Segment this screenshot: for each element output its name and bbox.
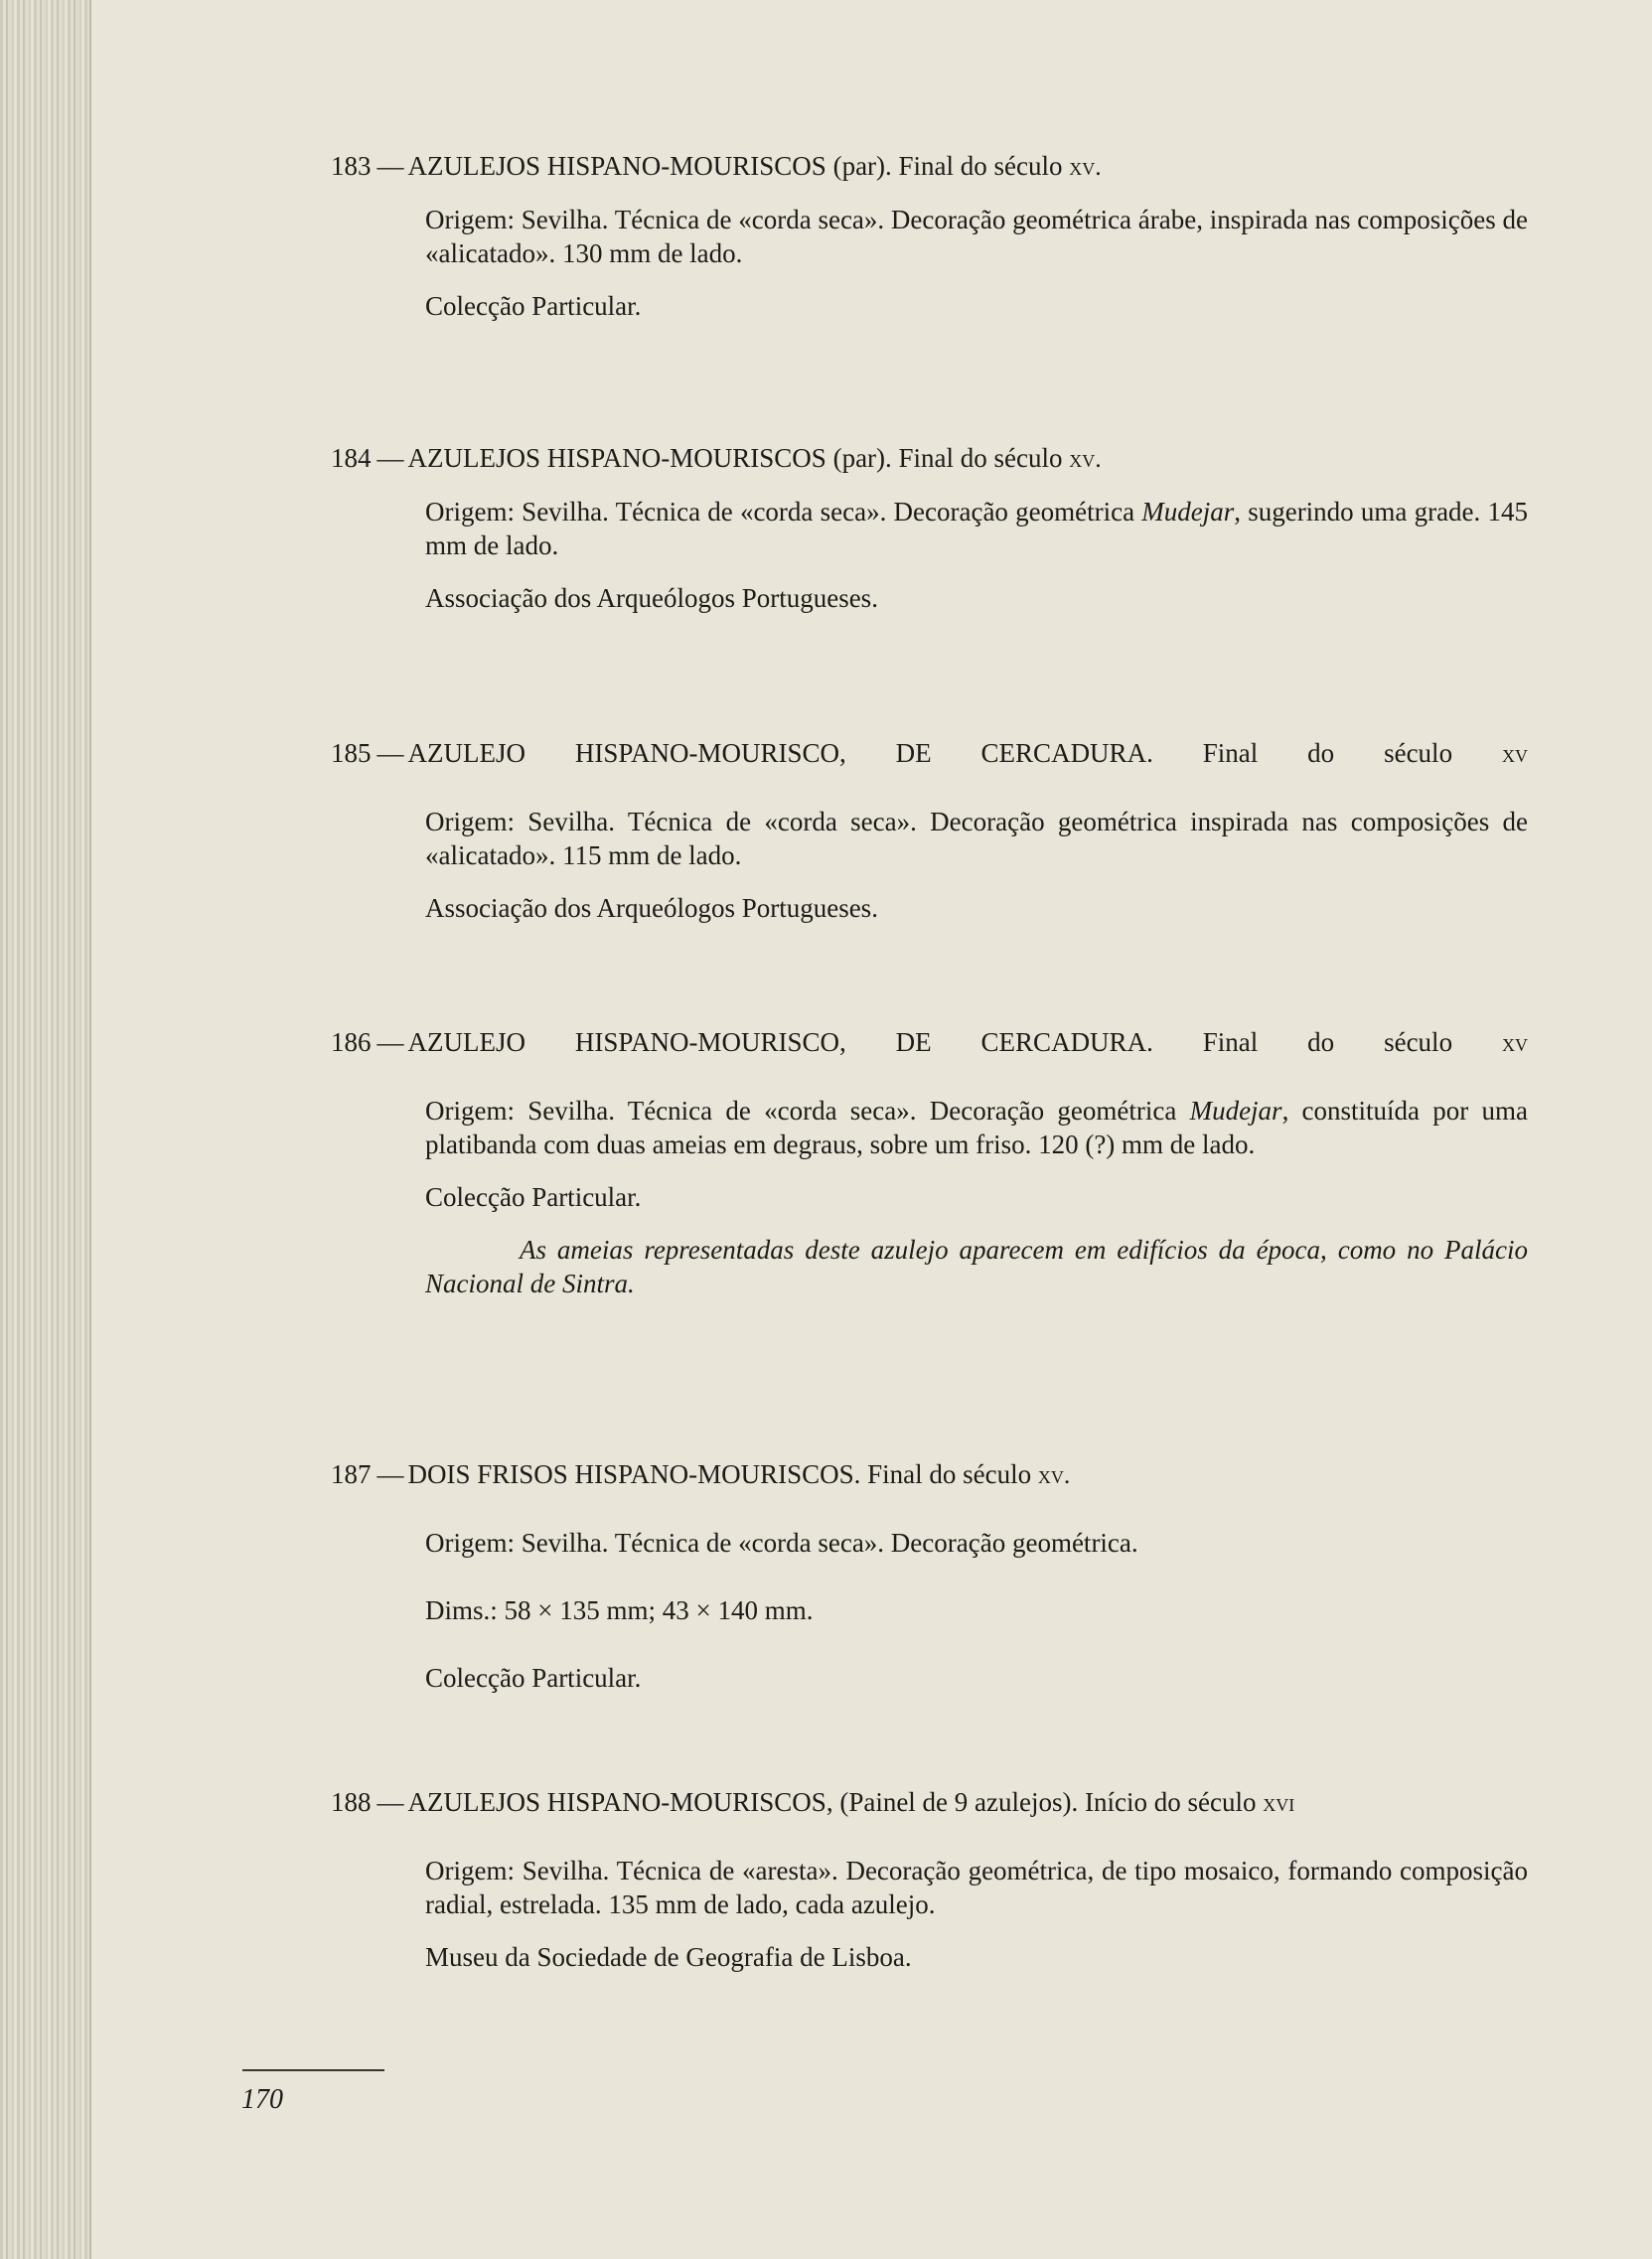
century-numeral: xv. bbox=[1037, 1460, 1071, 1489]
entry-title: AZULEJOS HISPANO-MOURISCOS, (Painel de 9 azulejos). Início do século xvi bbox=[407, 1787, 1295, 1817]
entry-title: DOIS FRISOS HISPANO-MOURISCOS. Final do século xv. bbox=[407, 1459, 1071, 1489]
entry-heading bbox=[331, 736, 1528, 771]
entry-collection: Associação dos Arqueólogos Portugueses. bbox=[425, 583, 878, 613]
book-page-edges bbox=[0, 0, 91, 2259]
page-number: 170 bbox=[241, 2084, 283, 2115]
entry-heading bbox=[331, 441, 1528, 476]
entry-collection: Colecção Particular. bbox=[425, 291, 642, 321]
century-numeral: xv. bbox=[1069, 152, 1102, 181]
entry-number: 187 bbox=[331, 1459, 372, 1489]
entry-dash: — bbox=[376, 738, 404, 768]
entry-heading bbox=[331, 149, 1528, 184]
entry-description: Origem: Sevilha. Técnica de «corda seca». Decoração geométrica. bbox=[425, 1528, 1138, 1558]
entry-dash: — bbox=[376, 443, 404, 473]
catalog-entry-186 bbox=[331, 1025, 1528, 1300]
entry-dash: — bbox=[376, 151, 404, 181]
entry-dash: — bbox=[376, 1787, 404, 1817]
entry-dash: — bbox=[376, 1027, 404, 1057]
entry-collection: Colecção Particular. bbox=[425, 1663, 642, 1693]
century-numeral: xv bbox=[1502, 739, 1528, 768]
century-numeral: xv. bbox=[1069, 444, 1102, 473]
entry-number: 183 bbox=[331, 151, 372, 181]
entry-note: As ameias representadas deste azulejo aparecem em edifícios da época, como no Palácio Nacional de Sintra. bbox=[425, 1235, 1528, 1298]
entry-collection: Museu da Sociedade de Geografia de Lisboa. bbox=[425, 1942, 912, 1972]
italic-term: Mudejar bbox=[1141, 497, 1235, 527]
entry-description: Origem: Sevilha. Técnica de «corda seca». Decoração geométrica Mudejar, sugerindo uma grade. 145 mm de lado. bbox=[425, 497, 1528, 560]
entry-collection: Associação dos Arqueólogos Portugueses. bbox=[425, 893, 878, 923]
entry-description: Origem: Sevilha. Técnica de «corda seca». Decoração geométrica inspirada nas composições de «alicatado». 115 mm de lado. bbox=[425, 807, 1528, 870]
catalog-entry-185 bbox=[331, 736, 1528, 925]
century-numeral: xvi bbox=[1263, 1788, 1295, 1817]
italic-term: Mudejar bbox=[1189, 1096, 1282, 1126]
entry-heading bbox=[331, 1025, 1528, 1060]
entry-dimensions: Dims.: 58 × 135 mm; 43 × 140 mm. bbox=[425, 1595, 814, 1625]
entry-heading bbox=[331, 1457, 1528, 1492]
footer-rule bbox=[242, 2069, 384, 2071]
entry-title: AZULEJOS HISPANO-MOURISCOS (par). Final do século xv. bbox=[407, 443, 1102, 473]
catalog-entry-184 bbox=[331, 441, 1528, 615]
catalog-entry-187 bbox=[331, 1457, 1528, 1695]
entry-title: AZULEJOS HISPANO-MOURISCOS (par). Final do século xv. bbox=[407, 151, 1102, 181]
entry-number: 185 bbox=[331, 738, 372, 768]
entry-heading bbox=[331, 1785, 1528, 1820]
entry-title: AZULEJO HISPANO-MOURISCO, DE CERCADURA. Final do século xv bbox=[407, 738, 1528, 768]
entry-dash: — bbox=[376, 1459, 404, 1489]
entry-description: Origem: Sevilha. Técnica de «aresta». Decoração geométrica, de tipo mosaico, formando composição radial, estrelada. 135 mm de lado, cada azulejo. bbox=[425, 1856, 1528, 1919]
entry-number: 186 bbox=[331, 1027, 372, 1057]
catalog-entry-188 bbox=[331, 1785, 1528, 1974]
entry-title: AZULEJO HISPANO-MOURISCO, DE CERCADURA. Final do século xv bbox=[407, 1027, 1528, 1057]
entry-number: 184 bbox=[331, 443, 372, 473]
entry-description: Origem: Sevilha. Técnica de «corda seca». Decoração geométrica Mudejar, constituída por uma platibanda com duas ameias em degraus, sobre um friso. 120 (?) mm de lado. bbox=[425, 1096, 1528, 1159]
entry-collection: Colecção Particular. bbox=[425, 1182, 642, 1212]
entry-description: Origem: Sevilha. Técnica de «corda seca». Decoração geométrica árabe, inspirada nas composições de «alicatado». 130 mm de lado. bbox=[425, 205, 1528, 268]
century-numeral: xv bbox=[1502, 1028, 1528, 1057]
catalog-entry-183 bbox=[331, 149, 1528, 323]
entry-number: 188 bbox=[331, 1787, 372, 1817]
